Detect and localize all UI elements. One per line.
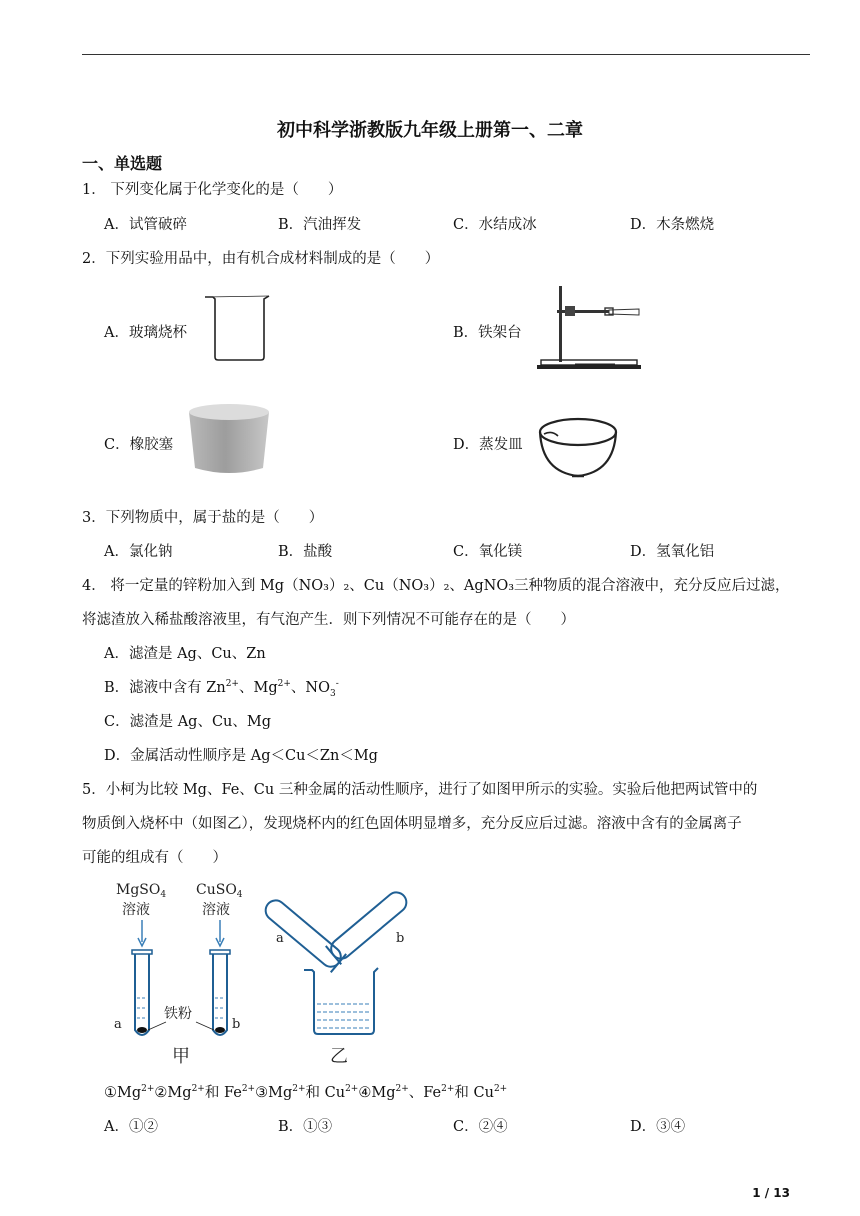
- charge: 2+: [241, 1084, 256, 1095]
- combo-text: 、Fe: [408, 1085, 442, 1101]
- charge: 2+: [345, 1084, 359, 1095]
- page-number: 1 / 13: [752, 1186, 790, 1200]
- label-b-tube: b: [232, 1017, 241, 1032]
- q4-option-b[interactable]: [104, 676, 339, 699]
- question-5-stem-line-2: 物质倒入烧杯中（如图乙），发现烧杯内的红色固体明显增多，充分反应后过滤。溶液中含有的金属离子: [82, 816, 742, 832]
- combo-text: ③Mg: [255, 1085, 293, 1101]
- label-mgso4: MgSO$_4$: [116, 882, 167, 900]
- label-solution-right: 溶液: [202, 902, 230, 918]
- q3-option-b[interactable]: B．盐酸: [278, 544, 333, 560]
- q5-option-b[interactable]: B．①③: [278, 1119, 333, 1135]
- charge: 2+: [191, 1084, 205, 1095]
- question-5-stem-line-3: 可能的组成有（ ）: [82, 850, 227, 866]
- ion-text: 、NO: [290, 680, 330, 696]
- experiment-figure: [108, 876, 428, 1072]
- header-rule: [82, 54, 810, 55]
- q1-option-a[interactable]: A．试管破碎: [104, 217, 187, 233]
- q4-option-c[interactable]: C．滤渣是 Ag、Cu、Mg: [104, 714, 272, 730]
- question-4-stem-line-2: 将滤渣放入稀盐酸溶液里，有气泡产生．则下列情况不可能存在的是（ ）: [82, 612, 575, 628]
- combo-text: ②Mg: [154, 1085, 192, 1101]
- question-3-stem: 3．下列物质中，属于盐的是（ ）: [82, 510, 324, 526]
- charge: 2+: [292, 1084, 306, 1095]
- evaporating-dish-image: [536, 412, 620, 482]
- q1-option-d[interactable]: D．木条燃烧: [630, 217, 715, 233]
- combo-text: ④Mg: [358, 1085, 396, 1101]
- charge: 2+: [441, 1084, 455, 1095]
- label-b-tilted: b: [396, 931, 405, 946]
- q4-option-d[interactable]: D．金属活动性顺序是 Ag＜Cu＜Zn＜Mg: [104, 748, 378, 764]
- q4-option-b-prefix: B．滤液中含有 Zn: [104, 680, 226, 696]
- q5-combinations: [104, 1081, 507, 1102]
- q2-option-c[interactable]: C．橡胶塞: [104, 437, 174, 453]
- ion-text: 、Mg: [238, 680, 278, 696]
- subscript: 3: [329, 688, 336, 699]
- q1-option-c[interactable]: C．水结成冰: [453, 217, 537, 233]
- q3-option-c[interactable]: C．氧化镁: [453, 544, 523, 560]
- q4-option-a[interactable]: A．滤渣是 Ag、Cu、Zn: [104, 646, 266, 662]
- label-a-tube: a: [114, 1017, 122, 1032]
- label-yi: 乙: [330, 1046, 348, 1067]
- q2-option-b[interactable]: B．铁架台: [453, 325, 522, 341]
- charge: 2+: [141, 1084, 155, 1095]
- q2-option-a[interactable]: A．玻璃烧杯: [104, 325, 187, 341]
- charge: 2+: [493, 1084, 508, 1095]
- combo-text: 和 Fe: [204, 1085, 242, 1101]
- q5-option-d[interactable]: D．③④: [630, 1119, 686, 1135]
- label-cuso4: CuSO$_4$: [196, 882, 243, 900]
- q2-option-d[interactable]: D．蒸发皿: [453, 437, 523, 453]
- iron-stand-image: [535, 284, 645, 372]
- rubber-stopper-image: [183, 402, 275, 478]
- q5-option-c[interactable]: C．②④: [453, 1119, 508, 1135]
- combo-text: ①Mg: [104, 1085, 142, 1101]
- charge: -: [335, 679, 339, 690]
- label-iron-powder: 铁粉: [164, 1006, 192, 1022]
- label-solution-left: 溶液: [122, 902, 150, 918]
- page-title: 初中科学浙教版九年级上册第一、二章: [277, 120, 583, 141]
- charge: 2+: [225, 679, 239, 690]
- beaker-image: [203, 293, 273, 363]
- charge: 2+: [277, 679, 291, 690]
- combo-text: 和 Cu: [454, 1085, 494, 1101]
- question-5-stem-line-1: 5．小柯为比较 Mg、Fe、Cu 三种金属的活动性顺序，进行了如图甲所示的实验。实验后他把两试管中的: [82, 782, 758, 798]
- combo-text: 和 Cu: [305, 1085, 346, 1101]
- label-jia: 甲: [172, 1046, 190, 1067]
- q1-option-b[interactable]: B．汽油挥发: [278, 217, 362, 233]
- section-heading: 一、单选题: [82, 154, 163, 173]
- label-a-tilted: a: [276, 931, 284, 946]
- charge: 2+: [395, 1084, 409, 1095]
- q5-option-a[interactable]: A．①②: [104, 1119, 158, 1135]
- question-2-stem: 2．下列实验用品中，由有机合成材料制成的是（ ）: [82, 251, 440, 267]
- q3-option-d[interactable]: D．氢氧化铝: [630, 544, 715, 560]
- question-4-stem-line-1: 4． 将一定量的锌粉加入到 Mg（NO₃）₂、Cu（NO₃）₂、AgNO₃三种物质的混合溶液中，充分反应后过滤，: [82, 578, 790, 594]
- question-1-stem: 1． 下列变化属于化学变化的是（ ）: [82, 182, 343, 198]
- q3-option-a[interactable]: A．氯化钠: [104, 544, 173, 560]
